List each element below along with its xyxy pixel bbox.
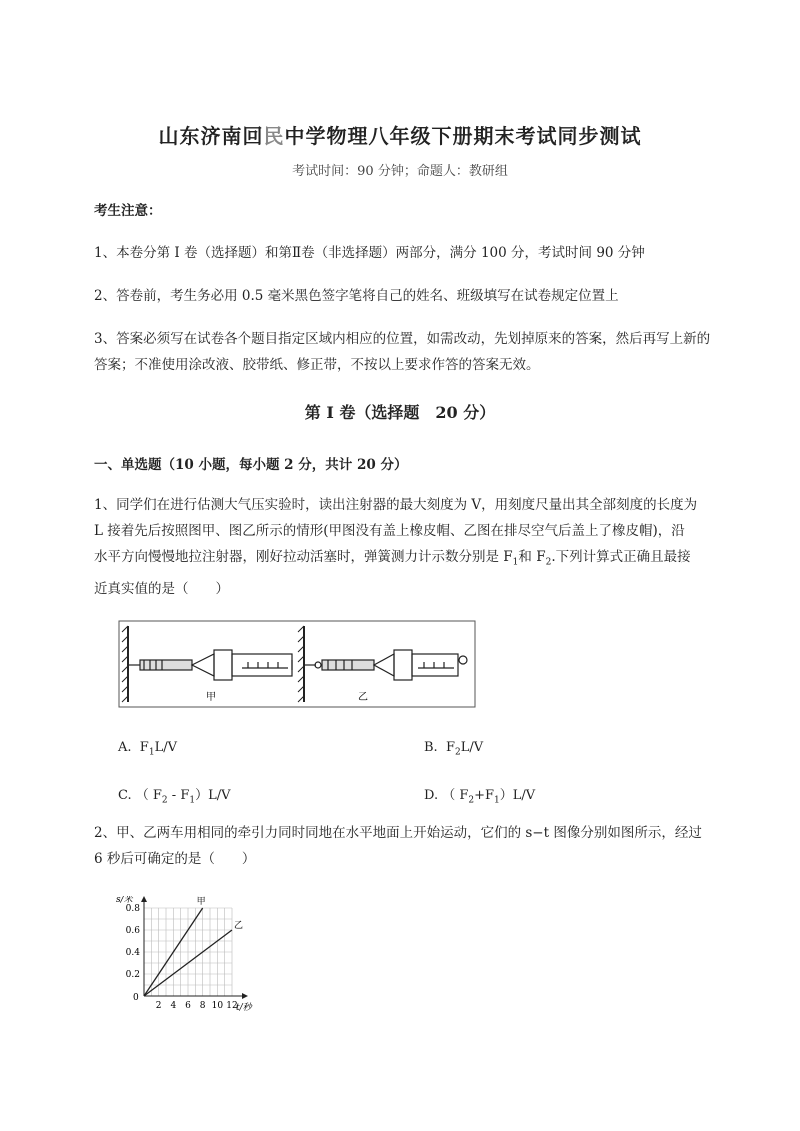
option-a-sub: 1 bbox=[148, 747, 155, 758]
x-axis-label: t/秒 bbox=[236, 1003, 252, 1013]
q1-line2: L 接着先后按照图甲、图乙所示的情形(甲图没有盖上橡皮帽、乙图在排尽空气后盖上了橡皮帽)，沿 bbox=[94, 523, 685, 539]
option-b-sub: 2 bbox=[454, 747, 461, 758]
option-d-mid: +F bbox=[474, 788, 495, 803]
y-axis-label: s/米 bbox=[116, 896, 133, 905]
q1-line1: 1、同学们在进行估测大气压实验时，读出注射器的最大刻度为 V，用刻度尺量出其全部刻度的长度为 bbox=[94, 497, 698, 513]
y-axis-arrow bbox=[141, 896, 147, 902]
x-tick-label: 10 bbox=[211, 1001, 224, 1011]
label-jia: 甲 bbox=[206, 692, 216, 703]
q1-sub1: 1 bbox=[512, 557, 519, 568]
option-d-label: D. bbox=[424, 788, 439, 803]
option-d-sub2: 1 bbox=[494, 795, 500, 806]
notes-heading: 考生注意： bbox=[94, 203, 162, 219]
q1-option-c[interactable] bbox=[118, 784, 230, 806]
title-part1: 山东济南回 bbox=[158, 124, 264, 148]
page-title bbox=[0, 120, 800, 149]
q1-line3a: 水平方向慢慢地拉注射器，刚好拉动活塞时，弹簧测力计示数分别是 F bbox=[94, 549, 513, 565]
x-tick-label: 2 bbox=[155, 1001, 162, 1011]
x-tick-label: 4 bbox=[170, 1001, 177, 1011]
q1-line3b: 和 F bbox=[518, 549, 546, 565]
option-b-label: B. bbox=[424, 740, 438, 755]
wall-left bbox=[122, 626, 128, 702]
syringe-figure bbox=[118, 620, 478, 712]
q1-line4: 近真实值的是（ ） bbox=[94, 580, 229, 597]
q2-line1: 2、甲、乙两车用相同的牵引力同时同地在水平地面上开始运动，它们的 s−t 图像分别如图所示，经过 bbox=[94, 825, 702, 841]
title-gray-char: 民 bbox=[263, 124, 285, 148]
option-a-label: A. bbox=[118, 740, 132, 755]
note-item-1: 1、本卷分第 I 卷（选择题）和第Ⅱ卷（非选择题）两部分，满分 100 分，考试时间 90 分钟 bbox=[94, 245, 645, 261]
option-c-label: C. bbox=[118, 788, 132, 803]
x-tick-label: 6 bbox=[185, 1001, 191, 1011]
chart-ticks bbox=[126, 904, 238, 1011]
origin-label: 0 bbox=[133, 993, 139, 1003]
q1-option-a[interactable] bbox=[118, 740, 177, 758]
option-c-post: ）L/V bbox=[195, 788, 231, 803]
syringe-left bbox=[128, 650, 292, 680]
option-c-mid: - F bbox=[167, 788, 190, 803]
y-tick-label: 0.8 bbox=[125, 904, 140, 914]
y-tick-label: 0.6 bbox=[125, 926, 140, 936]
option-d-post: ）L/V bbox=[499, 788, 536, 803]
x-tick-label: 12 bbox=[226, 1001, 238, 1011]
option-c-pre: （ F bbox=[135, 788, 162, 803]
part1-heading: 一、单选题（10 小题，每小题 2 分，共计 20 分） bbox=[94, 457, 408, 473]
x-axis-arrow bbox=[242, 993, 248, 999]
q1-text bbox=[94, 492, 734, 602]
option-b-pre: F bbox=[445, 740, 455, 755]
x-tick-label: 8 bbox=[199, 1001, 206, 1011]
q2-text bbox=[94, 820, 734, 872]
y-tick-label: 0.2 bbox=[125, 970, 140, 980]
section-title: 第 I 卷（选择题 20 分） bbox=[304, 403, 496, 422]
option-d-sub: 2 bbox=[468, 795, 475, 806]
option-d-pre: （ F bbox=[442, 788, 469, 803]
series-label-1: 甲 bbox=[196, 897, 206, 907]
option-a-post: L/V bbox=[154, 740, 177, 755]
series-label-2: 乙 bbox=[234, 921, 244, 931]
title-part2: 中学物理八年级下册期末考试同步测试 bbox=[284, 124, 642, 148]
option-b-post: L/V bbox=[460, 740, 484, 755]
st-chart bbox=[108, 896, 308, 1022]
q1-sub2: 2 bbox=[545, 557, 552, 568]
syringe-right bbox=[304, 650, 467, 680]
q2-line2: 6 秒后可确定的是（ ） bbox=[94, 851, 256, 867]
option-c-sub: 2 bbox=[161, 795, 168, 806]
q1-line3 bbox=[94, 544, 734, 576]
y-tick-label: 0.4 bbox=[125, 948, 140, 958]
q1-option-d[interactable] bbox=[424, 784, 535, 806]
label-yi: 乙 bbox=[358, 692, 368, 703]
chart-grid bbox=[144, 908, 232, 996]
option-c-sub2: 1 bbox=[189, 795, 196, 806]
exam-info: 考试时间：90 分钟；命题人：教研组 bbox=[292, 164, 508, 179]
q1-option-b[interactable] bbox=[424, 740, 483, 758]
note-item-3: 3、答案必须写在试卷各个题目指定区域内相应的位置，如需改动，先划掉原来的答案，然后再写上新的答案；不准使用涂改液、胶带纸、修正带，不按以上要求作答的答案无效。 bbox=[94, 331, 711, 373]
wall-right bbox=[298, 626, 304, 702]
q1-line3c: .下列计算式正确且最接 bbox=[551, 549, 691, 565]
option-a-pre: F bbox=[139, 740, 149, 755]
note-item-2: 2、答卷前，考生务必用 0.5 毫米黑色签字笔将自己的姓名、班级填写在试卷规定位置上 bbox=[94, 288, 619, 304]
